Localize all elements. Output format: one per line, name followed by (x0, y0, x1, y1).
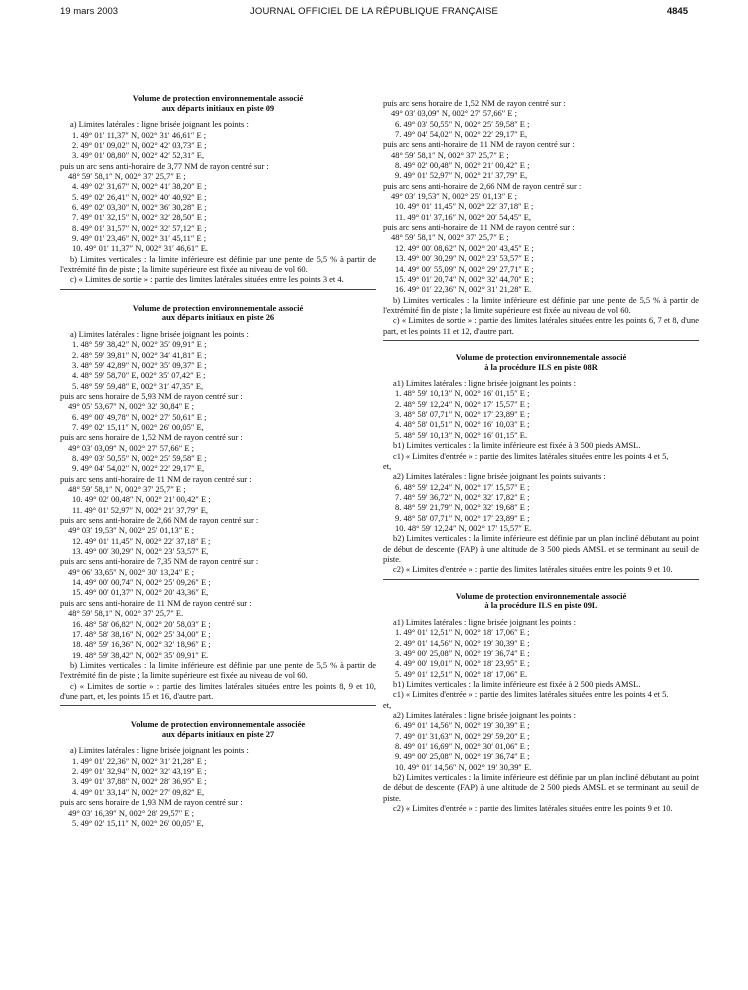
left-column (60, 94, 376, 828)
arc-center: 49° 03′ 19,53″ N, 002° 25′ 01,13″ E ; (68, 525, 194, 536)
coordinate-point: 7. 48° 59′ 36,72″ N, 002° 32′ 17,82″ E ; (395, 491, 530, 502)
arc-text: puis arc sens anti-horaire de 11 NM de rayon centré sur : (60, 597, 252, 608)
coordinate-point: 1. 48° 59′ 10,13″ N, 002° 16′ 01,15″ E ; (395, 388, 530, 399)
coordinate-point: 3. 48° 58′ 07,71″ N, 002° 17′ 23,89″ E ; (395, 409, 530, 420)
arc-center: 49° 03′ 16,39″ N, 002° 28′ 29,57″ E ; (68, 807, 194, 818)
divider (383, 340, 699, 341)
coordinate-point: 12. 49° 00′ 08,62″ N, 002° 20′ 43,45″ E ; (395, 242, 534, 253)
lateral-limits: a) Limites latérales : ligne brisée joignant les points : (70, 119, 249, 130)
lateral-limits: a2) Limites latérales : ligne brisée joignant les points : (393, 709, 577, 720)
point-list (60, 577, 376, 598)
coordinate-point: 5. 49° 02′ 15,11″ N, 002° 26′ 00,05″ E, (72, 817, 204, 828)
coordinate-point: 2. 49° 01′ 09,02″ N, 002° 42′ 03,73″ E ; (72, 139, 207, 150)
arc-text: puis arc sens horaire de 5,93 NM de rayon centré sur : (60, 390, 243, 401)
arc-text: puis arc sens anti-horaire de 11 NM de rayon centré sur : (383, 222, 575, 233)
header-title: JOURNAL OFFICIEL DE LA RÉPUBLIQUE FRANÇAISE (249, 6, 499, 17)
coordinate-point: 2. 48° 59′ 39,81″ N, 002° 34′ 41,81″ E ; (72, 349, 207, 360)
entry-limits: c2) « Limites d'entrée » : partie des limites latérales situées entre les points 9 et 10. (393, 803, 673, 813)
coordinate-point: 13. 49° 00′ 30,29″ N, 002° 23′ 53,57″ E, (72, 546, 209, 557)
header-page-number: 4845 (666, 6, 688, 17)
point-list (60, 130, 376, 161)
coordinate-point: 16. 48° 58′ 06,82″ N, 002° 20′ 58,03″ E ; (72, 618, 211, 629)
divider (60, 705, 376, 706)
point-list (60, 756, 376, 797)
coordinate-point: 10. 49° 01′ 14,56″ N, 002° 19′ 30,39″ E. (395, 761, 532, 772)
coordinate-point: 3. 48° 59′ 42,89″ N, 002° 35′ 09,37″ E ; (72, 359, 207, 370)
coordinate-point: 15. 49° 00′ 01,37″ N, 002° 20′ 43,36″ E, (72, 587, 209, 598)
coordinate-point: 18. 48° 59′ 16,36″ N, 002° 32′ 18,96″ E ; (72, 639, 211, 650)
arc-center: 48° 59′ 58,1″ N, 002° 37′ 25,7″ E ; (68, 170, 186, 181)
coordinate-point: 15. 49° 01′ 20,74″ N, 002° 32′ 44,70″ E ; (395, 273, 534, 284)
entry-limits: c2) « Limites d'entrée » : partie des limites latérales situées entre les points 9 et 10. (393, 564, 673, 575)
coordinate-point: 1. 49° 01′ 22,36″ N, 002° 31′ 21,28″ E ; (72, 755, 207, 766)
coordinate-point: 5. 49° 02′ 26,41″ N, 002° 40′ 40,92″ E ; (72, 191, 207, 202)
entry-limits: c1) « Limites d'entrée » : partie des limites latérales situées entre les points 4 et 5. (393, 689, 669, 700)
vertical-limits: b2) Limites verticales : la limite inférieure est définie par un plan incliné débutant au point de début de descente (FAP) à une altitude de 2 500 pieds AMSL et se terminant au seuil de piste. (383, 771, 699, 803)
vertical-limits: b) Limites verticales : la limite inférieure est définie par une pente de 5,5 % à partir de l'extrémité fin de piste ; la limite supérieure est fixée au niveau de vol 60. (60, 253, 376, 274)
coordinate-point: 7. 49° 02′ 15,11″ N, 002° 26′ 00,05″ E, (72, 421, 204, 432)
point-list (383, 119, 699, 140)
coordinate-point: 10. 49° 01′ 11,37″ N, 002° 31′ 46,61″ E. (72, 243, 208, 254)
section-subtitle: à la procédure ILS en piste 09L (484, 600, 598, 611)
arc-center: 49° 03′ 19,53″ N, 002° 25′ 01,13″ E ; (391, 191, 517, 202)
coordinate-point: 1. 49° 01′ 12,51″ N, 002° 18′ 17,06″ E ; (395, 627, 530, 638)
point-list (60, 412, 376, 433)
arc-center: 48° 59′ 58,1″ N, 002° 37′ 25,7″ E ; (391, 149, 509, 160)
point-list (60, 536, 376, 557)
coordinate-point: 6. 49° 01′ 14,56″ N, 002° 19′ 30,39″ E ; (395, 720, 530, 731)
coordinate-point: 1. 48° 59′ 38,42″ N, 002° 35′ 09,91″ E ; (72, 339, 207, 350)
coordinate-point: 9. 49° 01′ 23,46″ N, 002° 31′ 45,11″ E ; (72, 232, 207, 243)
point-list (383, 720, 699, 772)
section-subtitle: à la procédure ILS en piste 08R (484, 361, 598, 372)
arc-text: puis arc sens horaire de 1,52 NM de rayon centré sur : (60, 432, 243, 443)
point-list (383, 482, 699, 534)
vertical-limits: b) Limites verticales : la limite inférieure est définie par une pente de 5,5 % à partir de l'extrémité fin de piste ; la limite supérieure est fixée au niveau de vol 60. (383, 294, 699, 315)
coordinate-point: 19. 48° 59′ 38,42″ N, 002° 35′ 09,91″ E. (72, 649, 209, 660)
section-title: Volume de protection environnementale associée (130, 719, 306, 730)
coordinate-point: 9. 49° 01′ 52,97″ N, 002° 21′ 37,79″ E, (395, 170, 528, 181)
coordinate-point: 7. 49° 01′ 31,63″ N, 002° 29′ 59,20″ E ; (395, 730, 530, 741)
vertical-limits: b) Limites verticales : la limite inférieure est définie par une pente de 5,5 % à partir de l'extrémité fin de piste ; la limite supérieure est fixée au niveau de vol 60. (60, 659, 376, 681)
section-subtitle: aux départs initiaux en piste 09 (161, 102, 275, 113)
coordinate-point: 6. 48° 59′ 12,24″ N, 002° 17′ 15,57″ E ; (395, 481, 530, 492)
coordinate-point: 3. 49° 01′ 08,80″ N, 002° 42′ 52,31″ E, (72, 150, 205, 161)
section-title: Volume de protection environnementale associé (455, 590, 627, 601)
coordinate-point: 4. 49° 01′ 33,14″ N, 002° 27′ 09,82″ E, (72, 786, 205, 797)
section-subtitle: aux départs initiaux en piste 26 (161, 312, 275, 323)
arc-text: puis arc sens anti-horaire de 11 NM de rayon centré sur : (383, 139, 575, 150)
coordinate-point: 6. 49° 00′ 49,78″ N, 002° 27′ 50,61″ E ; (72, 411, 207, 422)
point-list (383, 627, 699, 679)
coordinate-point: 3. 49° 00′ 25,08″ N, 002° 19′ 36,74″ E ; (395, 647, 530, 658)
coordinate-point: 1. 49° 01′ 11,37″ N, 002° 31′ 46,61″ E ; (72, 129, 207, 140)
arc-text: puis un arc sens anti-horaire de 3,77 NM de rayon centré sur : (60, 160, 269, 171)
coordinate-point: 16. 49° 01′ 22,36″ N, 002° 31′ 21,28″ E. (395, 284, 532, 295)
page-header (0, 6, 748, 22)
point-list (60, 818, 376, 828)
lateral-limits: a1) Limites latérales : ligne brisée joignant les points : (393, 616, 577, 627)
coordinate-point: 9. 48° 58′ 07,71″ N, 002° 17′ 23,89″ E ; (395, 512, 530, 523)
section-subtitle: aux départs initiaux en piste 27 (161, 728, 275, 739)
arc-text: puis arc sens anti-horaire de 2,66 NM de rayon centré sur : (383, 180, 582, 191)
coordinate-point: 17. 48° 58′ 38,16″ N, 002° 25′ 34,00″ E ; (72, 628, 211, 639)
arc-center: 48° 59′ 58,1″ N, 002° 37′ 25,7″ E ; (391, 232, 509, 243)
divider (383, 579, 699, 580)
coordinate-point: 9. 49° 04′ 54,02″ N, 002° 22′ 29,17″ E, (72, 463, 205, 474)
coordinate-point: 8. 48° 59′ 21,79″ N, 002° 32′ 19,68″ E ; (395, 502, 530, 513)
coordinate-point: 4. 48° 58′ 01,51″ N, 002° 16′ 10,03″ E ; (395, 419, 530, 430)
point-list (60, 181, 376, 253)
lateral-limits: a) Limites latérales : ligne brisée joignant les points : (70, 328, 249, 339)
right-column (383, 98, 699, 813)
exit-limits: c) « Limites de sortie » : partie des limites latérales situées entre les points 6, 7 et 8, d'une part, et les points 11 et 12, d'autre part. (383, 315, 699, 336)
exit-limits: c) « Limites de sortie » : partie des limites latérales situées entre les points 3 et 4. (70, 274, 344, 285)
coordinate-point: 12. 49° 01′ 11,45″ N, 002° 22′ 37,18″ E ; (72, 535, 211, 546)
arc-center: 49° 05′ 53,67″ N, 002° 32′ 30,84″ E ; (68, 401, 194, 412)
coordinate-point: 7. 49° 01′ 32,15″ N, 002° 32′ 28,50″ E ; (72, 212, 207, 223)
lateral-limits: a1) Limites latérales : ligne brisée joignant les points : (393, 378, 577, 389)
coordinate-point: 8. 49° 02′ 00,48″ N, 002° 21′ 00,42″ E ; (395, 160, 530, 171)
coordinate-point: 14. 49° 00′ 00,74″ N, 002° 25′ 09,26″ E ; (72, 577, 211, 588)
coordinate-point: 8. 49° 01′ 16,69″ N, 002° 30′ 01,06″ E ; (395, 740, 530, 751)
arc-text: puis arc sens anti-horaire de 2,66 NM de rayon centré sur : (60, 515, 259, 526)
lateral-limits: a) Limites latérales : ligne brisée joignant les points : (70, 745, 249, 756)
point-list (60, 339, 376, 391)
coordinate-point: 3. 49° 01′ 37,88″ N, 002° 28′ 36,95″ E ; (72, 776, 207, 787)
arc-text: puis arc sens horaire de 1,93 NM de rayon centré sur : (60, 797, 243, 808)
coordinate-point: 6. 49° 02′ 03,30″ N, 002° 36′ 30,28″ E ; (72, 201, 207, 212)
point-list (383, 243, 699, 295)
coordinate-point: 9. 49° 00′ 25,08″ N, 002° 19′ 36,74″ E ; (395, 751, 530, 762)
point-list (60, 494, 376, 515)
point-list (383, 388, 699, 440)
coordinate-point: 8. 49° 03′ 50,55″ N, 002° 25′ 59,58″ E ; (72, 453, 207, 463)
arc-center: 49° 03′ 03,09″ N, 002° 27′ 57,66″ E ; (68, 442, 194, 453)
coordinate-point: 4. 48° 59′ 58,70″ E, 002° 35′ 07,42″ E ; (72, 370, 206, 381)
coordinate-point: 8. 49° 01′ 31,57″ N, 002° 32′ 57,12″ E ; (72, 222, 207, 233)
conjunction: et, (383, 699, 392, 710)
arc-center: 49° 03′ 03,09″ N, 002° 27′ 57,66″ E ; (391, 108, 517, 119)
exit-limits: c) « Limites de sortie » : partie des limites latérales situées entre les points 8, 9 et 10, d'une part, et, les points 15 et 16, d'autre part. (60, 680, 376, 701)
arc-text: puis arc sens horaire de 1,52 NM de rayon centré sur : (383, 98, 566, 108)
arc-center: 49° 06′ 33,65″ N, 002° 30′ 13,24″ E ; (68, 566, 194, 577)
coordinate-point: 14. 49° 00′ 55,09″ N, 002° 29′ 27,71″ E ; (395, 263, 534, 274)
arc-center: 48° 59′ 58,1″ N, 002° 37′ 25,7″ E. (68, 608, 184, 619)
point-list (383, 160, 699, 181)
coordinate-point: 2. 49° 01′ 14,56″ N, 002° 19′ 30,39″ E ; (395, 637, 530, 648)
coordinate-point: 2. 48° 59′ 12,24″ N, 002° 17′ 15,57″ E ; (395, 398, 530, 409)
lateral-limits: a2) Limites latérales : ligne brisée joignant les points suivants : (393, 471, 606, 482)
coordinate-point: 4. 49° 02′ 31,67″ N, 002° 41′ 38,20″ E ; (72, 181, 207, 192)
coordinate-point: 10. 49° 01′ 11,45″ N, 002° 22′ 37,18″ E ; (395, 201, 534, 212)
arc-text: puis arc sens anti-horaire de 7,35 NM de rayon centré sur : (60, 556, 259, 567)
coordinate-point: 10. 48° 59′ 12,24″ N, 002° 17′ 15,57″ E. (395, 522, 532, 533)
section-title: Volume de protection environnementale associé (455, 351, 627, 362)
coordinate-point: 7. 49° 04′ 54,02″ N, 002° 22′ 29,17″ E, (395, 129, 528, 140)
coordinate-point: 11. 49° 01′ 52,97″ N, 002° 21′ 37,79″ E, (72, 504, 208, 515)
divider (60, 289, 376, 290)
coordinate-point: 4. 49° 00′ 19,01″ N, 002° 18′ 23,95″ E ; (395, 658, 530, 669)
vertical-limits: b1) Limites verticales : la limite inférieure est fixée à 3 500 pieds AMSL. (393, 440, 641, 451)
coordinate-point: 2. 49° 01′ 32,94″ N, 002° 32′ 43,19″ E ; (72, 766, 207, 777)
point-list (383, 201, 699, 222)
point-list (60, 453, 376, 474)
section-title: Volume de protection environnementale associé (132, 302, 304, 313)
coordinate-point: 6. 49° 03′ 50,55″ N, 002° 25′ 59,58″ E ; (395, 118, 530, 129)
coordinate-point: 5. 48° 59′ 10,13″ N, 002° 16′ 01,15″ E. (395, 429, 528, 440)
coordinate-point: 5. 48° 59′ 59,48″ E, 002° 31′ 47,35″ E, (72, 380, 204, 391)
header-date: 19 mars 2003 (60, 6, 119, 17)
coordinate-point: 5. 49° 01′ 12,51″ N, 002° 18′ 17,06″ E. (395, 668, 528, 679)
arc-text: puis arc sens anti-horaire de 11 NM de rayon centré sur : (60, 473, 252, 484)
arc-center: 48° 59′ 58,1″ N, 002° 37′ 25,7″ E ; (68, 484, 186, 495)
coordinate-point: 11. 49° 01′ 37,16″ N, 002° 20′ 54,45″ E, (395, 211, 531, 222)
coordinate-point: 10. 49° 02′ 00,48″ N, 002° 21′ 00,42″ E ; (72, 494, 211, 505)
coordinate-point: 13. 49° 00′ 30,29″ N, 002° 23′ 53,57″ E ; (395, 253, 534, 264)
vertical-limits: b2) Limites verticales : la limite inférieure est définie par un plan incliné débutant au point de début de descente (FAP) à une altitude de 3 500 pieds AMSL et se terminant au seuil de piste. (383, 533, 699, 564)
point-list (60, 619, 376, 660)
section-title: Volume de protection environnementale associé (132, 93, 304, 103)
conjunction: et, (383, 460, 392, 471)
entry-limits: c1) « Limites d'entrée » : partie des limites latérales situées entre les points 4 et 5, (393, 450, 669, 461)
vertical-limits: b1) Limites verticales : la limite inférieure est fixée à 2 500 pieds AMSL. (393, 678, 641, 689)
